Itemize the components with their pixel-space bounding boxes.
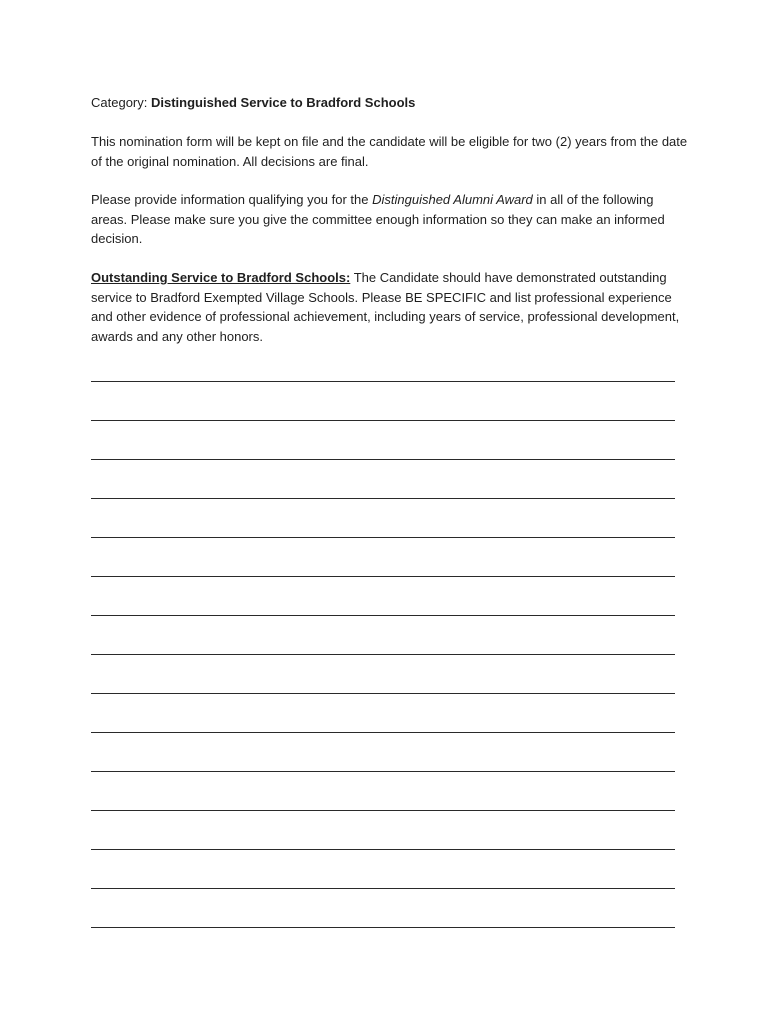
- answer-line[interactable]: [91, 693, 675, 694]
- answer-lines[interactable]: [91, 381, 675, 966]
- answer-line[interactable]: [91, 381, 675, 382]
- answer-line[interactable]: [91, 849, 675, 850]
- qualify-text-after: in all of the following areas. Please make sure you give the committee enough information so they can make an informed decision.: [91, 192, 665, 247]
- answer-line[interactable]: [91, 576, 675, 577]
- answer-line[interactable]: [91, 654, 675, 655]
- answer-line[interactable]: [91, 927, 675, 928]
- category-label: Category:: [91, 95, 151, 110]
- answer-line[interactable]: [91, 732, 675, 733]
- answer-line[interactable]: [91, 615, 675, 616]
- service-heading: Outstanding Service to Bradford Schools:: [91, 270, 351, 285]
- category-value: Distinguished Service to Bradford Schools: [150, 95, 416, 110]
- answer-line[interactable]: [91, 771, 675, 772]
- category-line: [91, 93, 691, 113]
- qualify-paragraph: [91, 190, 691, 249]
- answer-line[interactable]: [91, 459, 675, 460]
- service-description: The Candidate should have demonstrated outstanding service to Bradford Exempted Village Schools. Please BE SPECIFIC and list professional experience and other evidence of professional achievement, including years of service, professional development, awards and any other honors.: [91, 270, 680, 344]
- award-name: Distinguished Alumni Award: [372, 192, 533, 207]
- answer-line[interactable]: [91, 537, 675, 538]
- service-paragraph: [91, 268, 691, 346]
- answer-line[interactable]: [91, 420, 675, 421]
- intro-paragraph: This nomination form will be kept on file and the candidate will be eligible for two (2) years from the date of the original nomination. All decisions are final.: [91, 134, 688, 169]
- qualify-text-before: Please provide information qualifying you for the: [91, 192, 373, 207]
- answer-line[interactable]: [91, 888, 675, 889]
- answer-line[interactable]: [91, 810, 675, 811]
- answer-line[interactable]: [91, 498, 675, 499]
